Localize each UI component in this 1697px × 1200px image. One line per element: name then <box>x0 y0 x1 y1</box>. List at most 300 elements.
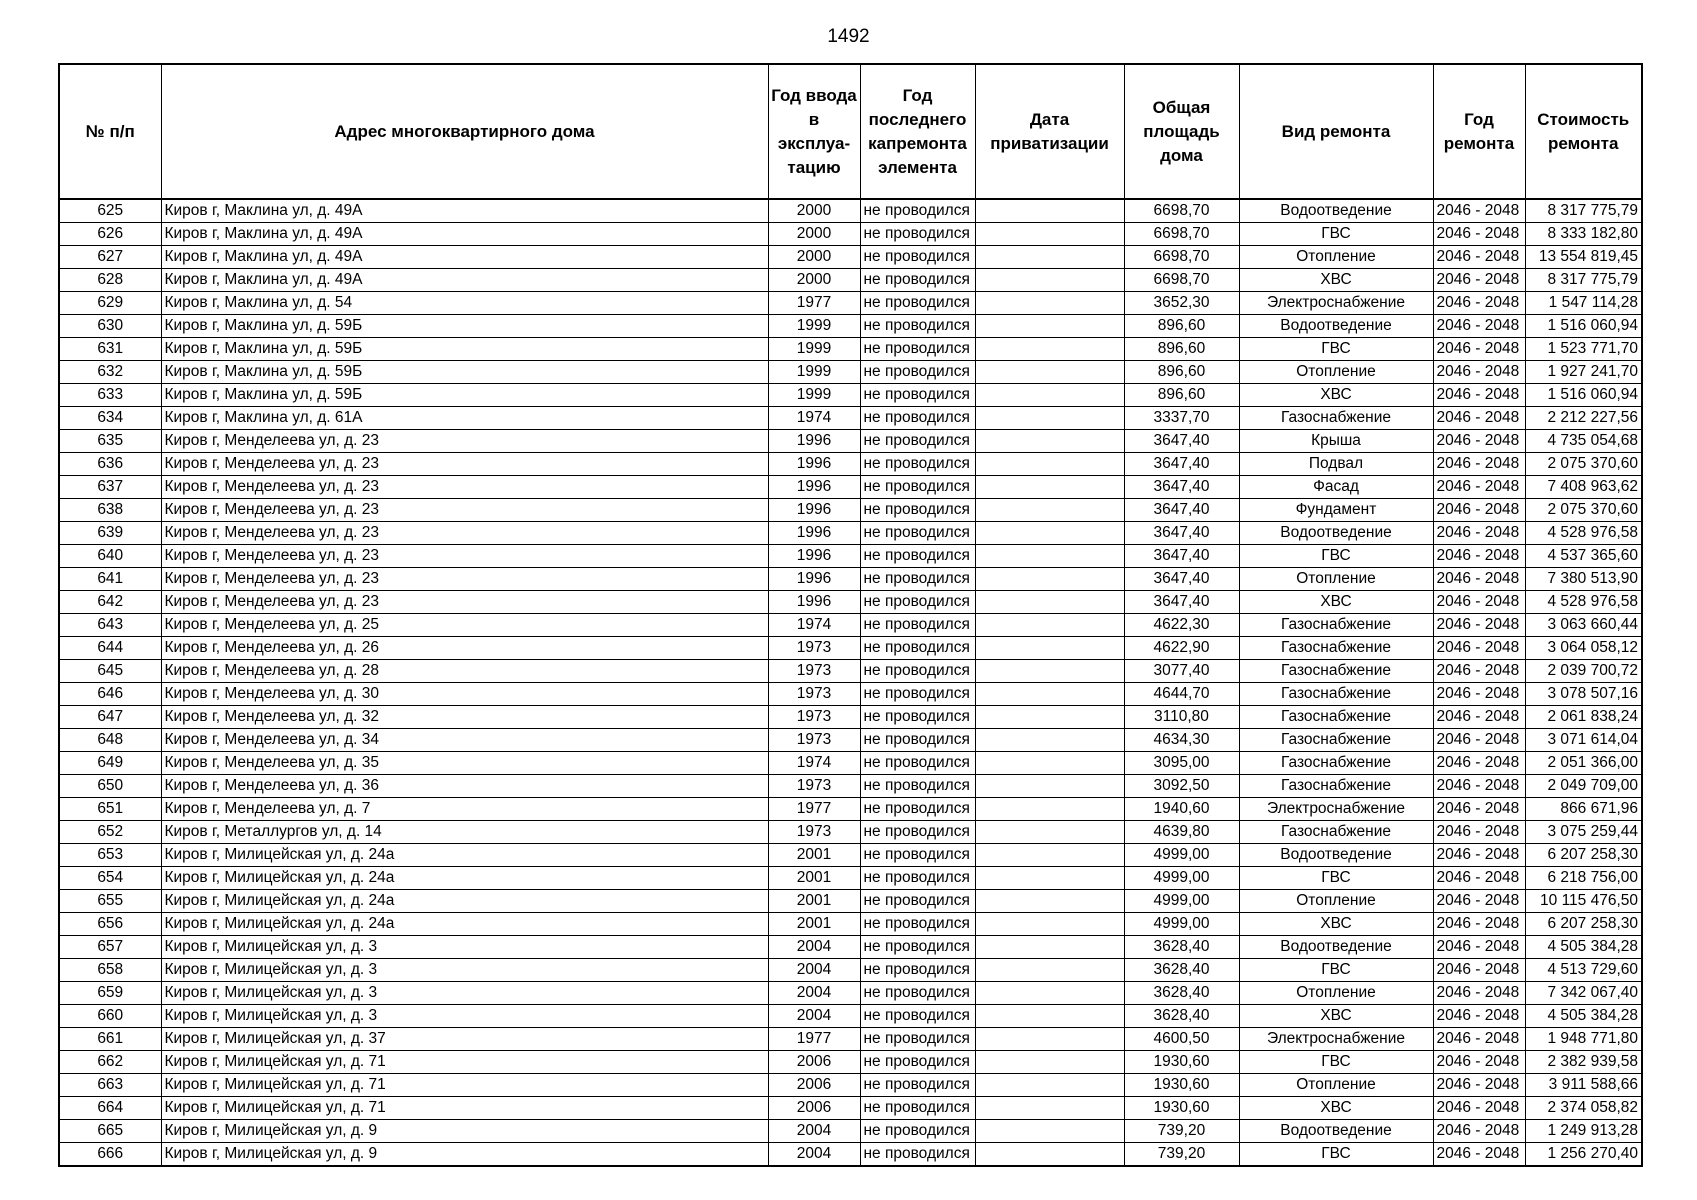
cell-privatization <box>975 706 1124 729</box>
table-row <box>59 338 1642 361</box>
cell-year-built: 2004 <box>768 1005 860 1028</box>
cell-repair-year: 2046 - 2048 <box>1433 269 1525 292</box>
cell-last-repair: не проводился <box>860 568 975 591</box>
cell-cost: 3 064 058,12 <box>1525 637 1642 660</box>
cell-address: Киров г, Милицейская ул, д. 3 <box>161 959 768 982</box>
cell-repair-type: Водоотведение <box>1239 844 1433 867</box>
cell-cost: 8 317 775,79 <box>1525 199 1642 223</box>
cell-last-repair: не проводился <box>860 1143 975 1167</box>
cell-repair-year: 2046 - 2048 <box>1433 614 1525 637</box>
cell-num: 629 <box>59 292 161 315</box>
cell-address: Киров г, Менделеева ул, д. 28 <box>161 660 768 683</box>
cell-repair-type: ГВС <box>1239 1051 1433 1074</box>
cell-repair-year: 2046 - 2048 <box>1433 982 1525 1005</box>
cell-privatization <box>975 614 1124 637</box>
cell-year-built: 1999 <box>768 315 860 338</box>
cell-num: 661 <box>59 1028 161 1051</box>
cell-privatization <box>975 890 1124 913</box>
table-row <box>59 522 1642 545</box>
cell-repair-year: 2046 - 2048 <box>1433 384 1525 407</box>
cell-privatization <box>975 430 1124 453</box>
cell-num: 653 <box>59 844 161 867</box>
cell-address: Киров г, Маклина ул, д. 61А <box>161 407 768 430</box>
table-row <box>59 384 1642 407</box>
cell-area: 1930,60 <box>1124 1074 1239 1097</box>
cell-cost: 2 075 370,60 <box>1525 499 1642 522</box>
cell-address: Киров г, Милицейская ул, д. 3 <box>161 936 768 959</box>
cell-privatization <box>975 982 1124 1005</box>
cell-repair-type: Электроснабжение <box>1239 798 1433 821</box>
cell-repair-type: Отопление <box>1239 246 1433 269</box>
cell-cost: 4 735 054,68 <box>1525 430 1642 453</box>
cell-privatization <box>975 1005 1124 1028</box>
cell-cost: 4 505 384,28 <box>1525 1005 1642 1028</box>
cell-year-built: 1974 <box>768 614 860 637</box>
table-row <box>59 614 1642 637</box>
cell-num: 627 <box>59 246 161 269</box>
cell-repair-type: Отопление <box>1239 982 1433 1005</box>
cell-year-built: 1996 <box>768 522 860 545</box>
cell-address: Киров г, Милицейская ул, д. 9 <box>161 1120 768 1143</box>
cell-repair-type: ХВС <box>1239 1097 1433 1120</box>
cell-repair-type: Водоотведение <box>1239 936 1433 959</box>
cell-repair-type: Электроснабжение <box>1239 292 1433 315</box>
table-row <box>59 476 1642 499</box>
cell-repair-year: 2046 - 2048 <box>1433 890 1525 913</box>
table-row <box>59 1074 1642 1097</box>
cell-area: 1940,60 <box>1124 798 1239 821</box>
table-row <box>59 453 1642 476</box>
cell-privatization <box>975 637 1124 660</box>
table-row <box>59 775 1642 798</box>
cell-repair-year: 2046 - 2048 <box>1433 430 1525 453</box>
cell-area: 3628,40 <box>1124 1005 1239 1028</box>
cell-privatization <box>975 292 1124 315</box>
cell-repair-type: Отопление <box>1239 568 1433 591</box>
cell-repair-year: 2046 - 2048 <box>1433 729 1525 752</box>
cell-repair-type: Фундамент <box>1239 499 1433 522</box>
cell-last-repair: не проводился <box>860 269 975 292</box>
cell-last-repair: не проводился <box>860 798 975 821</box>
cell-repair-type: Газоснабжение <box>1239 614 1433 637</box>
cell-year-built: 2001 <box>768 890 860 913</box>
cell-last-repair: не проводился <box>860 706 975 729</box>
cell-privatization <box>975 913 1124 936</box>
cell-address: Киров г, Милицейская ул, д. 24а <box>161 867 768 890</box>
cell-last-repair: не проводился <box>860 499 975 522</box>
cell-address: Киров г, Маклина ул, д. 49А <box>161 269 768 292</box>
cell-year-built: 2000 <box>768 246 860 269</box>
cell-num: 638 <box>59 499 161 522</box>
cell-repair-type: Подвал <box>1239 453 1433 476</box>
cell-year-built: 2001 <box>768 867 860 890</box>
cell-address: Киров г, Менделеева ул, д. 32 <box>161 706 768 729</box>
cell-num: 654 <box>59 867 161 890</box>
cell-privatization <box>975 729 1124 752</box>
cell-privatization <box>975 199 1124 223</box>
cell-year-built: 1999 <box>768 384 860 407</box>
cell-area: 3647,40 <box>1124 545 1239 568</box>
cell-repair-type: Водоотведение <box>1239 1120 1433 1143</box>
cell-cost: 4 537 365,60 <box>1525 545 1642 568</box>
cell-privatization <box>975 361 1124 384</box>
cell-address: Киров г, Менделеева ул, д. 23 <box>161 545 768 568</box>
cell-address: Киров г, Милицейская ул, д. 71 <box>161 1097 768 1120</box>
cell-privatization <box>975 1074 1124 1097</box>
table-row <box>59 407 1642 430</box>
cell-repair-year: 2046 - 2048 <box>1433 844 1525 867</box>
cell-repair-type: ХВС <box>1239 591 1433 614</box>
cell-year-built: 2000 <box>768 199 860 223</box>
header-repair-type: Вид ремонта <box>1239 64 1433 199</box>
cell-year-built: 1973 <box>768 637 860 660</box>
cell-last-repair: не проводился <box>860 315 975 338</box>
cell-last-repair: не проводился <box>860 660 975 683</box>
table-row <box>59 706 1642 729</box>
table-body <box>59 199 1642 1166</box>
cell-year-built: 1974 <box>768 407 860 430</box>
cell-cost: 13 554 819,45 <box>1525 246 1642 269</box>
cell-year-built: 2004 <box>768 1120 860 1143</box>
cell-privatization <box>975 384 1124 407</box>
cell-address: Киров г, Металлургов ул, д. 14 <box>161 821 768 844</box>
cell-area: 6698,70 <box>1124 199 1239 223</box>
cell-area: 1930,60 <box>1124 1097 1239 1120</box>
cell-privatization <box>975 1028 1124 1051</box>
cell-address: Киров г, Милицейская ул, д. 24а <box>161 844 768 867</box>
cell-num: 631 <box>59 338 161 361</box>
cell-last-repair: не проводился <box>860 545 975 568</box>
cell-address: Киров г, Менделеева ул, д. 23 <box>161 499 768 522</box>
cell-cost: 3 075 259,44 <box>1525 821 1642 844</box>
cell-repair-type: Газоснабжение <box>1239 637 1433 660</box>
table-row <box>59 1051 1642 1074</box>
cell-privatization <box>975 453 1124 476</box>
cell-last-repair: не проводился <box>860 361 975 384</box>
cell-repair-year: 2046 - 2048 <box>1433 706 1525 729</box>
cell-num: 663 <box>59 1074 161 1097</box>
cell-cost: 866 671,96 <box>1525 798 1642 821</box>
cell-address: Киров г, Маклина ул, д. 59Б <box>161 338 768 361</box>
cell-area: 4999,00 <box>1124 867 1239 890</box>
header-num: № п/п <box>59 64 161 199</box>
cell-address: Киров г, Менделеева ул, д. 34 <box>161 729 768 752</box>
cell-privatization <box>975 867 1124 890</box>
table-row <box>59 913 1642 936</box>
cell-year-built: 1974 <box>768 752 860 775</box>
cell-privatization <box>975 269 1124 292</box>
cell-last-repair: не проводился <box>860 430 975 453</box>
cell-cost: 4 528 976,58 <box>1525 591 1642 614</box>
cell-repair-year: 2046 - 2048 <box>1433 637 1525 660</box>
cell-num: 637 <box>59 476 161 499</box>
cell-repair-year: 2046 - 2048 <box>1433 1028 1525 1051</box>
cell-num: 650 <box>59 775 161 798</box>
cell-repair-year: 2046 - 2048 <box>1433 683 1525 706</box>
cell-area: 6698,70 <box>1124 246 1239 269</box>
cell-cost: 6 207 258,30 <box>1525 913 1642 936</box>
cell-privatization <box>975 545 1124 568</box>
cell-address: Киров г, Менделеева ул, д. 23 <box>161 522 768 545</box>
cell-cost: 2 374 058,82 <box>1525 1097 1642 1120</box>
cell-address: Киров г, Менделеева ул, д. 36 <box>161 775 768 798</box>
cell-address: Киров г, Менделеева ул, д. 7 <box>161 798 768 821</box>
cell-area: 4634,30 <box>1124 729 1239 752</box>
cell-area: 6698,70 <box>1124 223 1239 246</box>
cell-privatization <box>975 591 1124 614</box>
cell-repair-type: Газоснабжение <box>1239 775 1433 798</box>
cell-repair-year: 2046 - 2048 <box>1433 499 1525 522</box>
cell-area: 3110,80 <box>1124 706 1239 729</box>
header-year-built: Год ввода в эксплуа- тацию <box>768 64 860 199</box>
cell-privatization <box>975 1097 1124 1120</box>
table-row <box>59 545 1642 568</box>
cell-num: 652 <box>59 821 161 844</box>
cell-cost: 6 218 756,00 <box>1525 867 1642 890</box>
cell-repair-type: Газоснабжение <box>1239 407 1433 430</box>
cell-address: Киров г, Менделеева ул, д. 23 <box>161 430 768 453</box>
cell-privatization <box>975 798 1124 821</box>
table-row <box>59 683 1642 706</box>
cell-num: 630 <box>59 315 161 338</box>
cell-address: Киров г, Маклина ул, д. 59Б <box>161 384 768 407</box>
table-row <box>59 821 1642 844</box>
table-row <box>59 246 1642 269</box>
cell-privatization <box>975 775 1124 798</box>
cell-area: 4622,30 <box>1124 614 1239 637</box>
table-row <box>59 361 1642 384</box>
cell-cost: 2 075 370,60 <box>1525 453 1642 476</box>
cell-cost: 3 078 507,16 <box>1525 683 1642 706</box>
cell-cost: 7 408 963,62 <box>1525 476 1642 499</box>
cell-cost: 10 115 476,50 <box>1525 890 1642 913</box>
cell-num: 639 <box>59 522 161 545</box>
cell-area: 1930,60 <box>1124 1051 1239 1074</box>
table-header-row <box>59 64 1642 199</box>
cell-cost: 1 516 060,94 <box>1525 315 1642 338</box>
cell-repair-type: Газоснабжение <box>1239 706 1433 729</box>
cell-cost: 1 547 114,28 <box>1525 292 1642 315</box>
cell-year-built: 1996 <box>768 568 860 591</box>
cell-area: 896,60 <box>1124 384 1239 407</box>
cell-privatization <box>975 223 1124 246</box>
table-row <box>59 499 1642 522</box>
cell-cost: 6 207 258,30 <box>1525 844 1642 867</box>
cell-repair-type: Газоснабжение <box>1239 821 1433 844</box>
cell-num: 644 <box>59 637 161 660</box>
cell-last-repair: не проводился <box>860 338 975 361</box>
table-row <box>59 1028 1642 1051</box>
cell-year-built: 1973 <box>768 660 860 683</box>
table-row <box>59 752 1642 775</box>
cell-area: 3077,40 <box>1124 660 1239 683</box>
cell-privatization <box>975 315 1124 338</box>
table-row <box>59 798 1642 821</box>
table-row <box>59 269 1642 292</box>
cell-repair-type: Фасад <box>1239 476 1433 499</box>
cell-repair-year: 2046 - 2048 <box>1433 545 1525 568</box>
cell-num: 666 <box>59 1143 161 1167</box>
cell-address: Киров г, Маклина ул, д. 49А <box>161 223 768 246</box>
cell-privatization <box>975 844 1124 867</box>
cell-num: 645 <box>59 660 161 683</box>
cell-area: 739,20 <box>1124 1120 1239 1143</box>
cell-repair-year: 2046 - 2048 <box>1433 453 1525 476</box>
cell-repair-year: 2046 - 2048 <box>1433 936 1525 959</box>
cell-repair-type: ГВС <box>1239 545 1433 568</box>
cell-year-built: 1973 <box>768 683 860 706</box>
cell-area: 3095,00 <box>1124 752 1239 775</box>
table-row <box>59 844 1642 867</box>
cell-cost: 4 513 729,60 <box>1525 959 1642 982</box>
cell-year-built: 2000 <box>768 269 860 292</box>
cell-repair-year: 2046 - 2048 <box>1433 1120 1525 1143</box>
cell-repair-type: ХВС <box>1239 913 1433 936</box>
cell-privatization <box>975 752 1124 775</box>
cell-privatization <box>975 1120 1124 1143</box>
header-address: Адрес многоквартирного дома <box>161 64 768 199</box>
cell-area: 6698,70 <box>1124 269 1239 292</box>
cell-num: 662 <box>59 1051 161 1074</box>
cell-last-repair: не проводился <box>860 821 975 844</box>
table-row <box>59 660 1642 683</box>
cell-year-built: 1996 <box>768 453 860 476</box>
table-row <box>59 1120 1642 1143</box>
cell-cost: 2 051 366,00 <box>1525 752 1642 775</box>
cell-area: 4644,70 <box>1124 683 1239 706</box>
cell-area: 3647,40 <box>1124 522 1239 545</box>
cell-repair-year: 2046 - 2048 <box>1433 338 1525 361</box>
cell-repair-type: Газоснабжение <box>1239 729 1433 752</box>
cell-cost: 8 333 182,80 <box>1525 223 1642 246</box>
cell-last-repair: не проводился <box>860 384 975 407</box>
cell-num: 647 <box>59 706 161 729</box>
table-row <box>59 637 1642 660</box>
cell-repair-year: 2046 - 2048 <box>1433 1005 1525 1028</box>
cell-cost: 7 380 513,90 <box>1525 568 1642 591</box>
cell-last-repair: не проводился <box>860 522 975 545</box>
cell-num: 648 <box>59 729 161 752</box>
cell-privatization <box>975 936 1124 959</box>
cell-cost: 4 505 384,28 <box>1525 936 1642 959</box>
table-row <box>59 223 1642 246</box>
cell-cost: 1 948 771,80 <box>1525 1028 1642 1051</box>
cell-num: 657 <box>59 936 161 959</box>
cell-cost: 1 523 771,70 <box>1525 338 1642 361</box>
cell-last-repair: не проводился <box>860 867 975 890</box>
cell-last-repair: не проводился <box>860 1051 975 1074</box>
cell-area: 896,60 <box>1124 338 1239 361</box>
cell-repair-year: 2046 - 2048 <box>1433 591 1525 614</box>
cell-last-repair: не проводился <box>860 1074 975 1097</box>
cell-repair-year: 2046 - 2048 <box>1433 775 1525 798</box>
cell-year-built: 1973 <box>768 706 860 729</box>
cell-privatization <box>975 246 1124 269</box>
cell-repair-year: 2046 - 2048 <box>1433 476 1525 499</box>
cell-last-repair: не проводился <box>860 752 975 775</box>
cell-repair-year: 2046 - 2048 <box>1433 959 1525 982</box>
table-row <box>59 867 1642 890</box>
cell-year-built: 2001 <box>768 913 860 936</box>
cell-repair-year: 2046 - 2048 <box>1433 246 1525 269</box>
cell-area: 3647,40 <box>1124 476 1239 499</box>
page-number: 1492 <box>827 26 870 47</box>
table-row <box>59 1097 1642 1120</box>
cell-year-built: 2006 <box>768 1074 860 1097</box>
cell-year-built: 1973 <box>768 729 860 752</box>
table-row <box>59 1005 1642 1028</box>
cell-last-repair: не проводился <box>860 453 975 476</box>
cell-year-built: 1996 <box>768 545 860 568</box>
cell-num: 655 <box>59 890 161 913</box>
cell-year-built: 1977 <box>768 292 860 315</box>
cell-num: 651 <box>59 798 161 821</box>
table-row <box>59 315 1642 338</box>
cell-cost: 3 063 660,44 <box>1525 614 1642 637</box>
cell-repair-type: Крыша <box>1239 430 1433 453</box>
cell-privatization <box>975 1143 1124 1167</box>
cell-address: Киров г, Менделеева ул, д. 23 <box>161 591 768 614</box>
table-row <box>59 568 1642 591</box>
cell-address: Киров г, Милицейская ул, д. 71 <box>161 1074 768 1097</box>
header-last-repair: Год последнего капремонта элемента <box>860 64 975 199</box>
cell-repair-type: ХВС <box>1239 1005 1433 1028</box>
cell-privatization <box>975 959 1124 982</box>
cell-year-built: 1999 <box>768 338 860 361</box>
cell-repair-year: 2046 - 2048 <box>1433 361 1525 384</box>
cell-year-built: 1999 <box>768 361 860 384</box>
cell-cost: 3 911 588,66 <box>1525 1074 1642 1097</box>
table-row <box>59 199 1642 223</box>
cell-repair-type: Отопление <box>1239 361 1433 384</box>
cell-area: 4999,00 <box>1124 913 1239 936</box>
cell-address: Киров г, Менделеева ул, д. 35 <box>161 752 768 775</box>
cell-repair-year: 2046 - 2048 <box>1433 798 1525 821</box>
cell-last-repair: не проводился <box>860 913 975 936</box>
cell-area: 739,20 <box>1124 1143 1239 1167</box>
cell-privatization <box>975 499 1124 522</box>
cell-year-built: 2000 <box>768 223 860 246</box>
cell-repair-type: Водоотведение <box>1239 315 1433 338</box>
cell-privatization <box>975 1051 1124 1074</box>
cell-privatization <box>975 660 1124 683</box>
cell-last-repair: не проводился <box>860 775 975 798</box>
cell-num: 658 <box>59 959 161 982</box>
table-row <box>59 430 1642 453</box>
cell-repair-type: Отопление <box>1239 1074 1433 1097</box>
cell-address: Киров г, Маклина ул, д. 49А <box>161 199 768 223</box>
cell-address: Киров г, Менделеева ул, д. 23 <box>161 568 768 591</box>
cell-year-built: 1996 <box>768 430 860 453</box>
cell-address: Киров г, Маклина ул, д. 49А <box>161 246 768 269</box>
cell-cost: 1 256 270,40 <box>1525 1143 1642 1167</box>
cell-num: 660 <box>59 1005 161 1028</box>
cell-cost: 2 061 838,24 <box>1525 706 1642 729</box>
cell-area: 3652,30 <box>1124 292 1239 315</box>
cell-last-repair: не проводился <box>860 476 975 499</box>
cell-repair-year: 2046 - 2048 <box>1433 660 1525 683</box>
cell-area: 4999,00 <box>1124 890 1239 913</box>
cell-repair-type: ГВС <box>1239 223 1433 246</box>
cell-repair-type: Водоотведение <box>1239 199 1433 223</box>
cell-year-built: 1977 <box>768 798 860 821</box>
cell-repair-year: 2046 - 2048 <box>1433 1051 1525 1074</box>
header-privatization: Дата приватизации <box>975 64 1124 199</box>
cell-num: 665 <box>59 1120 161 1143</box>
cell-num: 646 <box>59 683 161 706</box>
cell-year-built: 1973 <box>768 821 860 844</box>
cell-address: Киров г, Милицейская ул, д. 9 <box>161 1143 768 1167</box>
